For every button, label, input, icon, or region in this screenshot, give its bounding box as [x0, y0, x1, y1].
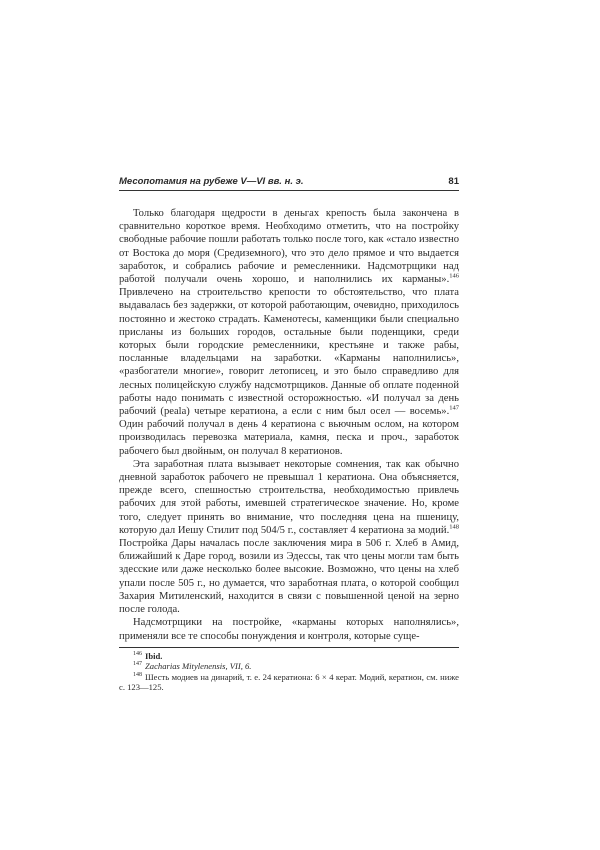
paragraph-1 [119, 207, 459, 458]
footnote-text: Шесть модиев на динарий, т. е. 24 кератиона: 6 × 4 керат. Модий, кератион, см. ниже с. 123—125. [119, 671, 459, 693]
footnote-146 [119, 651, 459, 662]
paragraph-1-text-cont: Привлечено на строительство крепости то обстоятельство, что плата выдавалась без задержки, от которой работающим, очевидно, приходилось постоянно и жестоко страдать. Каменотесы, каменщики были специально присланы из больших городов, остальные были поденщики, среди которых были городские ремесленники, крестьяне и также рабы, посланные владельцами на заработки. «Карманы наполнились», «разбогатели многие», говорит летописец, и это было справедливо для лесных полицейскую службу надсмотрщиков. Данные об оплате поденной работы надо понимать с известной осторожностью. «И получал за день рабочий (реala) четыре кератиона, а если с ним был осел — восемь». [119, 287, 459, 418]
running-header [119, 176, 459, 191]
footnote-text: Zacharias Mitylenensis, VII, 6. [145, 661, 252, 672]
footnotes [119, 647, 459, 693]
footnote-text: Ibid. [145, 650, 163, 661]
page-number: 81 [448, 176, 459, 187]
footnote-ref-148: 148 [449, 523, 459, 531]
paragraph-2-text-cont: Постройка Дары началась после заключения мира в 506 г. Хлеб в Амид, ближайший к Даре город, возили из Эдессы, так что цены могли там быть здесские или даже несколько более высокие. Возможно, что цены на хлеб упали после 505 г., но думается, что заработная плата, о которой сообщил Захария Митиленский, находится в связи с повышенной ценой на зерно после голода. [119, 538, 459, 616]
footnote-148 [119, 672, 459, 693]
running-title: Месопотамия на рубеже V—VI вв. н. э. [119, 176, 304, 187]
paragraph-1-text: Только благодаря щедрости в деньгах крепость была закончена в сравнительно короткое время. Необходимо отметить, что на постройку свободные рабочие пошли работать только после того, как «стало известно от Востока до моря (Средиземного), что это дело прямое и что выдается заработок, и собрались рабочие и ремесленники. Надсмотрщики над работой получали очень хорошо, и наполнились их карманы». [119, 208, 459, 286]
paragraph-3 [119, 616, 459, 642]
paragraph-1-text-end: Один рабочий получал в день 4 кератиона с вьючным ослом, на котором производилась перевозка материала, камня, песка и проч., заработок рабочего был двойным, он получал 8 кератионов. [119, 419, 459, 457]
paragraph-2-text: Эта заработная плата вызывает некоторые сомнения, так как обычно дневной заработок рабочего не превышал 1 кератиона. Она объясняется, прежде всего, спешностью строительства, необходимостью привлечь рабочих для этой работы, имевшей стратегическое значение. Но, кроме того, следует принять во внимание, что последняя цена на пшеницу, которую дал Иешу Стилит под 504/5 г., составляет 4 кератиона за модий. [119, 458, 459, 536]
paragraph-3-text: Надсмотрщики на постройке, «карманы которых наполнялись», применяли все те способы понуждения и контроля, которые суще- [119, 617, 459, 642]
footnote-number: 148 [133, 672, 142, 679]
book-page [119, 176, 459, 693]
footnote-ref-146: 146 [449, 272, 459, 280]
footnote-ref-147: 147 [449, 404, 459, 412]
footnote-number: 147 [133, 661, 142, 668]
paragraph-2 [119, 458, 459, 616]
body-text [119, 207, 459, 643]
footnote-147 [119, 661, 459, 672]
footnote-number: 146 [133, 650, 142, 657]
